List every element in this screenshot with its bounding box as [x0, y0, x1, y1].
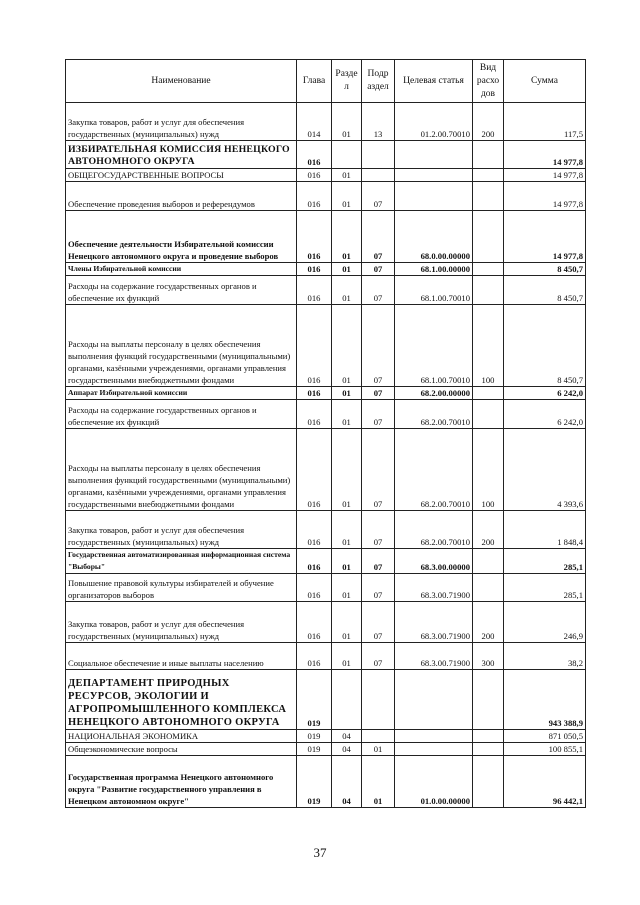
table-row [66, 141, 586, 169]
row-sum: 943 388,9 [504, 670, 586, 730]
row-vid [473, 400, 504, 429]
row-sum: 1 848,4 [504, 511, 586, 549]
row-sum: 6 242,0 [504, 400, 586, 429]
row-name: Расходы на выплаты персоналу в целях обеспечения выполнения функций государственными (муниципальными) органами, казёнными учреждениями, органами управления государственными внебюджетными фондами [66, 305, 297, 387]
row-razdel: 01 [332, 169, 362, 182]
row-article: 68.2.00.00000 [395, 387, 473, 400]
row-sum: 8 450,7 [504, 263, 586, 276]
row-podrazdel: 07 [362, 400, 395, 429]
row-glava: 019 [297, 743, 332, 756]
row-vid [473, 182, 504, 211]
header-sum: Сумма [504, 60, 586, 103]
row-vid [473, 730, 504, 743]
row-article: 01.0.00.00000 [395, 756, 473, 808]
row-glava: 016 [297, 429, 332, 511]
header-article: Целевая статья [395, 60, 473, 103]
table-row [66, 574, 586, 602]
row-podrazdel: 07 [362, 643, 395, 670]
row-article: 68.3.00.71900 [395, 643, 473, 670]
table-row [66, 549, 586, 574]
row-sum: 6 242,0 [504, 387, 586, 400]
header-vid: Вид расхо дов [473, 60, 504, 103]
row-glava: 016 [297, 400, 332, 429]
row-article: 68.2.00.70010 [395, 511, 473, 549]
table-row [66, 182, 586, 211]
row-glava: 016 [297, 276, 332, 305]
row-name: ИЗБИРАТЕЛЬНАЯ КОМИССИЯ НЕНЕЦКОГО АВТОНОМНОГО ОКРУГА [66, 141, 297, 169]
row-razdel: 01 [332, 387, 362, 400]
row-sum: 4 393,6 [504, 429, 586, 511]
row-vid: 200 [473, 511, 504, 549]
row-sum: 14 977,8 [504, 211, 586, 263]
row-razdel: 01 [332, 549, 362, 574]
row-glava: 019 [297, 730, 332, 743]
row-article: 68.0.00.00000 [395, 211, 473, 263]
row-sum: 96 442,1 [504, 756, 586, 808]
row-vid [473, 141, 504, 169]
header-podrazdel: Подр аздел [362, 60, 395, 103]
row-podrazdel [362, 670, 395, 730]
table-row [66, 103, 586, 141]
row-razdel: 01 [332, 211, 362, 263]
row-podrazdel: 13 [362, 103, 395, 141]
table-row [66, 670, 586, 730]
row-sum: 14 977,8 [504, 141, 586, 169]
row-razdel: 01 [332, 511, 362, 549]
row-sum: 246,9 [504, 602, 586, 643]
row-vid: 300 [473, 643, 504, 670]
table-row [66, 643, 586, 670]
row-podrazdel: 07 [362, 305, 395, 387]
row-glava: 019 [297, 756, 332, 808]
row-podrazdel: 07 [362, 387, 395, 400]
row-vid [473, 211, 504, 263]
budget-table [65, 59, 586, 808]
row-razdel: 01 [332, 103, 362, 141]
row-glava: 016 [297, 511, 332, 549]
row-sum: 14 977,8 [504, 182, 586, 211]
row-name: Закупка товаров, работ и услуг для обеспечения государственных (муниципальных) нужд [66, 602, 297, 643]
row-razdel: 01 [332, 429, 362, 511]
row-name: Обеспечение проведения выборов и референдумов [66, 182, 297, 211]
table-row [66, 263, 586, 276]
row-podrazdel: 01 [362, 743, 395, 756]
row-vid [473, 670, 504, 730]
row-article: 68.3.00.71900 [395, 602, 473, 643]
table-row [66, 756, 586, 808]
table-row [66, 511, 586, 549]
row-glava: 016 [297, 305, 332, 387]
row-vid [473, 276, 504, 305]
header-razdel: Разде л [332, 60, 362, 103]
header-glava: Глава [297, 60, 332, 103]
row-article [395, 141, 473, 169]
row-podrazdel [362, 141, 395, 169]
row-glava: 016 [297, 643, 332, 670]
row-glava: 016 [297, 574, 332, 602]
row-razdel: 01 [332, 574, 362, 602]
row-glava: 016 [297, 549, 332, 574]
row-vid [473, 387, 504, 400]
row-name: Аппарат Избирательной комиссии [66, 387, 297, 400]
row-vid [473, 549, 504, 574]
row-name: Общеэкономические вопросы [66, 743, 297, 756]
row-glava: 016 [297, 387, 332, 400]
row-razdel: 01 [332, 643, 362, 670]
row-article [395, 743, 473, 756]
row-podrazdel [362, 730, 395, 743]
row-razdel: 01 [332, 400, 362, 429]
row-sum: 8 450,7 [504, 305, 586, 387]
row-name: Расходы на содержание государственных органов и обеспечение их функций [66, 400, 297, 429]
row-vid [473, 743, 504, 756]
row-sum: 8 450,7 [504, 276, 586, 305]
table-row [66, 743, 586, 756]
row-name: Обеспечение деятельности Избирательной комиссии Ненецкого автономного округа и проведение выборов [66, 211, 297, 263]
row-razdel: 01 [332, 305, 362, 387]
row-razdel: 01 [332, 263, 362, 276]
row-article: 68.1.00.70010 [395, 305, 473, 387]
row-sum: 117,5 [504, 103, 586, 141]
row-podrazdel: 07 [362, 511, 395, 549]
row-razdel: 01 [332, 602, 362, 643]
row-glava: 014 [297, 103, 332, 141]
row-article [395, 730, 473, 743]
row-vid [473, 756, 504, 808]
row-razdel: 01 [332, 182, 362, 211]
row-article [395, 670, 473, 730]
row-vid [473, 263, 504, 276]
page-number: 37 [313, 845, 327, 860]
row-article: 68.2.00.70010 [395, 429, 473, 511]
row-name: ОБЩЕГОСУДАРСТВЕННЫЕ ВОПРОСЫ [66, 169, 297, 182]
row-razdel: 04 [332, 743, 362, 756]
row-vid [473, 574, 504, 602]
row-podrazdel: 07 [362, 602, 395, 643]
row-article [395, 182, 473, 211]
row-article: 68.1.00.70010 [395, 276, 473, 305]
row-name: ДЕПАРТАМЕНТ ПРИРОДНЫХ РЕСУРСОВ, ЭКОЛОГИИ И АГРОПРОМЫШЛЕННОГО КОМПЛЕКСА НЕНЕЦКОГО АВТОНОМНОГО ОКРУГА [66, 670, 297, 730]
row-article: 01.2.00.70010 [395, 103, 473, 141]
table-row [66, 169, 586, 182]
row-glava: 016 [297, 182, 332, 211]
table-row [66, 276, 586, 305]
row-podrazdel: 07 [362, 276, 395, 305]
row-glava: 016 [297, 263, 332, 276]
row-podrazdel: 01 [362, 756, 395, 808]
row-name: НАЦИОНАЛЬНАЯ ЭКОНОМИКА [66, 730, 297, 743]
table-row [66, 305, 586, 387]
table-row [66, 211, 586, 263]
row-podrazdel: 07 [362, 429, 395, 511]
row-podrazdel: 07 [362, 549, 395, 574]
row-sum: 285,1 [504, 549, 586, 574]
row-vid: 200 [473, 103, 504, 141]
row-razdel [332, 141, 362, 169]
row-vid [473, 169, 504, 182]
row-podrazdel: 07 [362, 211, 395, 263]
row-sum: 38,2 [504, 643, 586, 670]
table-row [66, 400, 586, 429]
row-razdel [332, 670, 362, 730]
row-name: Члены Избирательной комиссии [66, 263, 297, 276]
row-article: 68.1.00.00000 [395, 263, 473, 276]
row-name: Государственная программа Ненецкого автономного округа "Развитие государственного управления в Ненецком автономном округе" [66, 756, 297, 808]
row-article: 68.3.00.00000 [395, 549, 473, 574]
row-name: Расходы на выплаты персоналу в целях обеспечения выполнения функций государственными (муниципальными) органами, казёнными учреждениями, органами управления государственными внебюджетными фондами [66, 429, 297, 511]
row-vid: 100 [473, 305, 504, 387]
row-article: 68.3.00.71900 [395, 574, 473, 602]
row-podrazdel: 07 [362, 263, 395, 276]
row-glava: 019 [297, 670, 332, 730]
row-sum: 871 050,5 [504, 730, 586, 743]
row-vid: 200 [473, 602, 504, 643]
row-sum: 14 977,8 [504, 169, 586, 182]
row-article: 68.2.00.70010 [395, 400, 473, 429]
row-glava: 016 [297, 211, 332, 263]
row-podrazdel: 07 [362, 574, 395, 602]
row-vid: 100 [473, 429, 504, 511]
row-name: Повышение правовой культуры избирателей и обучение организаторов выборов [66, 574, 297, 602]
row-name: Закупка товаров, работ и услуг для обеспечения государственных (муниципальных) нужд [66, 511, 297, 549]
row-glava: 016 [297, 141, 332, 169]
row-name: Социальное обеспечение и иные выплаты населению [66, 643, 297, 670]
row-glava: 016 [297, 602, 332, 643]
row-razdel: 04 [332, 730, 362, 743]
row-name: Расходы на содержание государственных органов и обеспечение их функций [66, 276, 297, 305]
row-podrazdel: 07 [362, 182, 395, 211]
row-podrazdel [362, 169, 395, 182]
table-row [66, 387, 586, 400]
table-row [66, 429, 586, 511]
row-razdel: 01 [332, 276, 362, 305]
row-sum: 285,1 [504, 574, 586, 602]
header-name: Наименование [66, 60, 297, 103]
row-glava: 016 [297, 169, 332, 182]
row-article [395, 169, 473, 182]
table-header-row [66, 60, 586, 103]
row-sum: 100 855,1 [504, 743, 586, 756]
table-row [66, 602, 586, 643]
row-name: Закупка товаров, работ и услуг для обеспечения государственных (муниципальных) нужд [66, 103, 297, 141]
table-row [66, 730, 586, 743]
row-razdel: 04 [332, 756, 362, 808]
row-name: Государственная автоматизированная информационная система "Выборы" [66, 549, 297, 574]
